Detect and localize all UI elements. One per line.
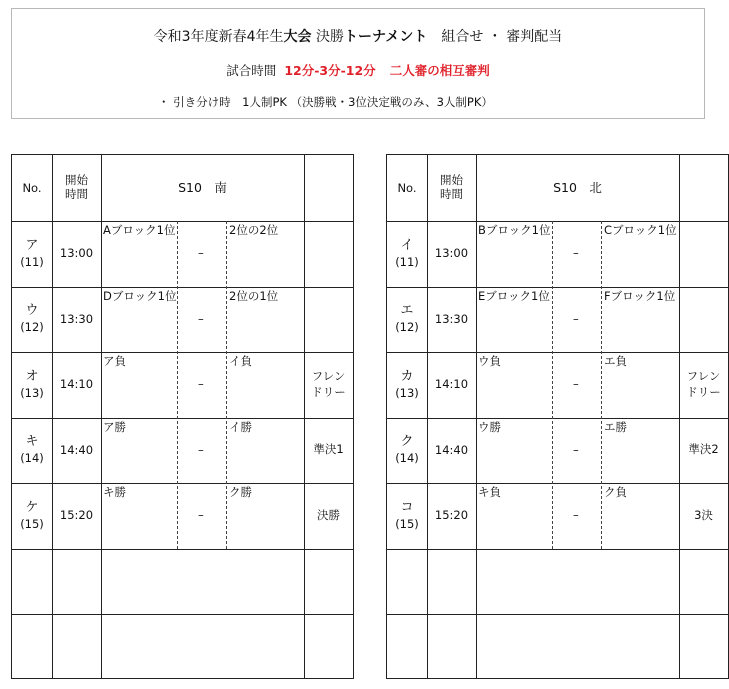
header-start-time <box>427 155 476 221</box>
start-time: 14:10 <box>59 377 94 392</box>
start-time: 13:30 <box>434 311 469 326</box>
match-note: 準決1 <box>313 442 344 457</box>
start-time: 13:00 <box>434 246 469 261</box>
row-divider <box>387 549 728 550</box>
versus-dash: – <box>573 508 579 522</box>
match-note: 準決2 <box>688 442 719 457</box>
team-away: エ負 <box>604 354 627 368</box>
team-home: キ負 <box>478 485 501 499</box>
time-value: 12分-3分-12分 <box>284 63 376 78</box>
match-separator <box>177 221 178 549</box>
title-middle: 決勝 <box>311 29 344 45</box>
match-no <box>387 483 427 549</box>
team-away: Fブロック1位 <box>604 288 676 303</box>
match-number: (12) <box>395 320 419 335</box>
team-away: イ負 <box>229 354 252 368</box>
match-note: 3決 <box>694 507 713 522</box>
bracket-table-south <box>11 154 354 679</box>
header-field: S10 南 <box>178 179 227 195</box>
header-start-time <box>52 155 101 221</box>
row-divider <box>12 614 353 615</box>
team-home: ウ勝 <box>478 419 501 434</box>
column-divider <box>476 155 477 678</box>
match-no <box>12 418 52 484</box>
match-separator <box>601 221 602 549</box>
team-away: イ勝 <box>229 419 252 434</box>
match-separator <box>226 221 227 549</box>
match-number: (13) <box>395 385 419 400</box>
match-no <box>12 221 52 287</box>
title-suffix: 組合せ ・ 審判配当 <box>427 29 563 45</box>
versus-dash: – <box>198 246 204 260</box>
team-home: Dブロック1位 <box>103 288 177 303</box>
match-note <box>304 221 353 287</box>
start-time: 15:20 <box>59 508 94 523</box>
start-time: 13:30 <box>59 311 94 326</box>
team-away: 2位の1位 <box>229 288 279 303</box>
title-prefix: 令和3年度新春4年生 <box>153 29 284 45</box>
referee-value: 二人審の相互審判 <box>389 63 490 78</box>
row-divider <box>387 614 728 615</box>
versus-dash: – <box>573 246 579 260</box>
bracket-table-north <box>386 154 729 679</box>
team-home: Bブロック1位 <box>478 223 551 237</box>
team-away: ク勝 <box>229 485 252 499</box>
team-home: Aブロック1位 <box>103 223 176 237</box>
versus-dash: – <box>198 311 204 326</box>
versus-dash: – <box>573 442 579 457</box>
tiebreak-note: ・ 引き分け時 1人制PK （決勝戦・3位決定戦のみ、3人制PK） <box>158 95 493 109</box>
team-home: ア負 <box>103 354 126 368</box>
header-no: No. <box>22 180 42 195</box>
page-title <box>12 26 704 46</box>
team-away: 2位の2位 <box>229 223 279 237</box>
team-home: ウ負 <box>478 354 501 368</box>
match-kana: ア <box>25 237 39 253</box>
match-kana: ウ <box>25 303 39 319</box>
header-no: No. <box>397 180 417 195</box>
team-away: ク負 <box>604 485 627 499</box>
start-time: 14:10 <box>434 377 469 392</box>
match-kana: コ <box>400 499 414 515</box>
match-number: (13) <box>20 385 44 400</box>
team-home: Eブロック1位 <box>478 288 550 303</box>
match-kana: イ <box>400 237 414 253</box>
match-separator <box>552 221 553 549</box>
team-home: ア勝 <box>103 419 126 434</box>
match-number: (15) <box>20 516 44 531</box>
match-kana: ケ <box>25 499 39 515</box>
header-start-line2: 時間 <box>440 187 463 201</box>
time-label: 試合時間 <box>226 63 277 78</box>
start-time: 14:40 <box>434 442 469 457</box>
match-note: フレン ドリー <box>686 369 721 399</box>
match-number: (14) <box>395 451 419 466</box>
match-kana: エ <box>400 303 414 319</box>
match-number: (11) <box>20 254 44 269</box>
match-kana: キ <box>25 434 39 450</box>
column-divider <box>101 155 102 678</box>
match-no <box>387 221 427 287</box>
versus-dash: – <box>198 442 204 457</box>
team-away: Cブロック1位 <box>604 223 677 237</box>
start-time: 14:40 <box>59 442 94 457</box>
match-no <box>387 287 427 353</box>
title-bold: 大会 <box>283 29 312 45</box>
row-divider <box>12 549 353 550</box>
match-note <box>304 287 353 353</box>
header-box <box>11 8 705 119</box>
team-away: エ勝 <box>604 419 627 434</box>
title-bold2: トーナメント <box>343 29 428 45</box>
versus-dash: – <box>198 377 204 391</box>
match-note <box>679 221 728 287</box>
match-no <box>387 418 427 484</box>
header-start-line2: 時間 <box>65 187 88 201</box>
match-no <box>12 287 52 353</box>
match-note: 決勝 <box>317 507 340 522</box>
versus-dash: – <box>573 377 579 391</box>
match-time-line <box>12 61 704 79</box>
match-number: (14) <box>20 451 44 466</box>
match-number: (12) <box>20 320 44 335</box>
match-kana: ク <box>400 434 414 450</box>
match-kana: オ <box>25 368 39 384</box>
start-time: 15:20 <box>434 508 469 523</box>
match-kana: カ <box>400 368 414 384</box>
team-home: キ勝 <box>103 485 126 499</box>
match-no <box>387 352 427 418</box>
match-note <box>679 287 728 353</box>
match-note: フレン ドリー <box>311 369 346 399</box>
match-number: (11) <box>395 254 419 269</box>
header-start-line1: 開始 <box>440 173 463 188</box>
versus-dash: – <box>198 508 204 522</box>
start-time: 13:00 <box>59 246 94 261</box>
header-field: S10 北 <box>553 179 602 195</box>
versus-dash: – <box>573 311 579 326</box>
header-start-line1: 開始 <box>65 173 88 188</box>
match-number: (15) <box>395 516 419 531</box>
match-no <box>12 483 52 549</box>
match-no <box>12 352 52 418</box>
